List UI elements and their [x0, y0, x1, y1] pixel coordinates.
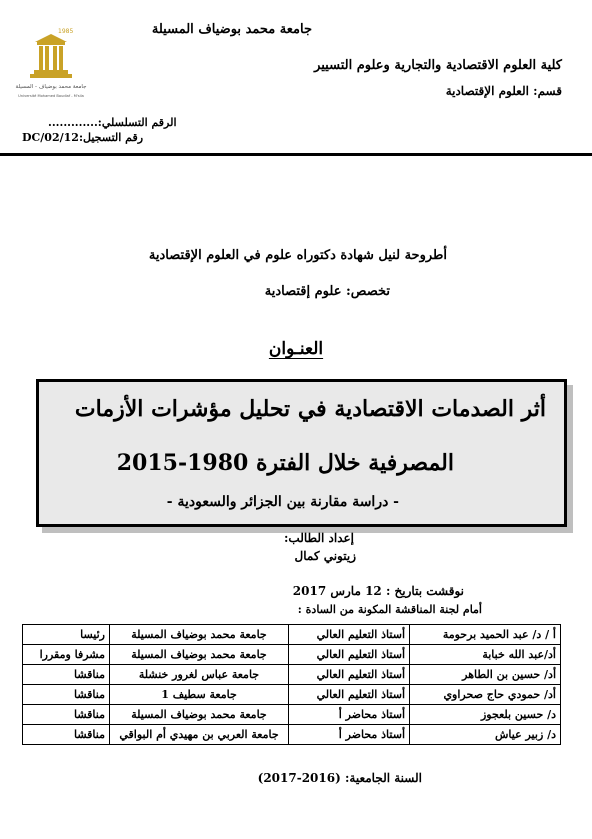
jury-member-rank: أستاذ التعليم العالي [289, 645, 410, 665]
title-line-2: المصرفية خلال الفترة 1980-2015 [116, 450, 454, 476]
jury-member-institution: جامعة عباس لغرور خنشلة [110, 665, 289, 685]
jury-member-rank: أستاذ محاضر أ [289, 705, 410, 725]
defense-date: نوقشت بتاريخ : 12 مارس 2017 [292, 584, 464, 598]
jury-member-role: مناقشا [23, 665, 110, 685]
table-row [23, 685, 561, 705]
faculty-name: كلية العلوم الاقتصادية والتجارية وعلوم التسيير [314, 58, 562, 73]
jury-member-role: مناقشا [23, 705, 110, 725]
registration-number: رقم التسجيل:DC/02/12 [22, 131, 144, 144]
title-heading: العنـوان [268, 339, 324, 359]
jury-member-name: د/ حسين بلعجوز [410, 705, 561, 725]
title-box [36, 379, 567, 527]
committee-intro: أمام لجنة المناقشة المكونة من السادة : [297, 603, 482, 616]
table-row [23, 725, 561, 745]
university-name: جامعة محمد بوضياف المسيلة [151, 22, 312, 37]
table-row [23, 645, 561, 665]
table-row [23, 665, 561, 685]
jury-member-institution: جامعة سطيف 1 [110, 685, 289, 705]
thesis-specialization: تخصص: علوم إقتصادية [264, 284, 390, 299]
jury-member-name: أ / د/ عبد الحميد برحومة [410, 625, 561, 645]
logo-year: 1985 [58, 28, 74, 35]
student-name: زيتوني كمال [294, 549, 356, 563]
thesis-degree: أطروحة لنيل شهادة دكتوراه علوم في العلوم الإقتصادية [148, 248, 447, 263]
table-row [23, 705, 561, 725]
jury-member-role: رئيسا [23, 625, 110, 645]
title-subtitle: - دراسة مقارنة بين الجزائر والسعودية - [166, 494, 399, 510]
table-row [23, 625, 561, 645]
student-label: إعداد الطالب: [283, 531, 354, 545]
academic-year: السنة الجامعية: (2016-2017) [257, 771, 422, 785]
jury-member-rank: أستاذ التعليم العالي [289, 625, 410, 645]
serial-number: الرقم التسلسلي:............. [48, 116, 177, 129]
university-logo [15, 26, 87, 104]
jury-member-rank: أستاذ محاضر أ [289, 725, 410, 745]
jury-member-name: د/ زبير عياش [410, 725, 561, 745]
jury-member-role: مناقشا [23, 725, 110, 745]
logo-text: جامعة محمد بوضياف - المسيلة [15, 84, 87, 90]
jury-member-institution: جامعة محمد بوضياف المسيلة [110, 625, 289, 645]
jury-member-role: مناقشا [23, 685, 110, 705]
logo-text-latin: Université Mohamed Boudiaf - M'sila [18, 94, 84, 98]
jury-member-rank: أستاذ التعليم العالي [289, 685, 410, 705]
jury-table [22, 624, 561, 745]
title-line-1: أثر الصدمات الاقتصادية في تحليل مؤشرات الأزمات [74, 396, 546, 422]
department-name: قسم: العلوم الإقتصادية [445, 84, 562, 98]
jury-member-name: أد/ حمودي حاج صحراوي [410, 685, 561, 705]
jury-member-name: أد/عبد الله خبابة [410, 645, 561, 665]
jury-member-institution: جامعة العربي بن مهيدي أم البواقي [110, 725, 289, 745]
header-divider [0, 153, 592, 156]
jury-member-institution: جامعة محمد بوضياف المسيلة [110, 645, 289, 665]
jury-member-institution: جامعة محمد بوضياف المسيلة [110, 705, 289, 725]
jury-member-name: أد/ حسين بن الطاهر [410, 665, 561, 685]
jury-member-role: مشرفا ومقررا [23, 645, 110, 665]
jury-member-rank: أستاذ التعليم العالي [289, 665, 410, 685]
